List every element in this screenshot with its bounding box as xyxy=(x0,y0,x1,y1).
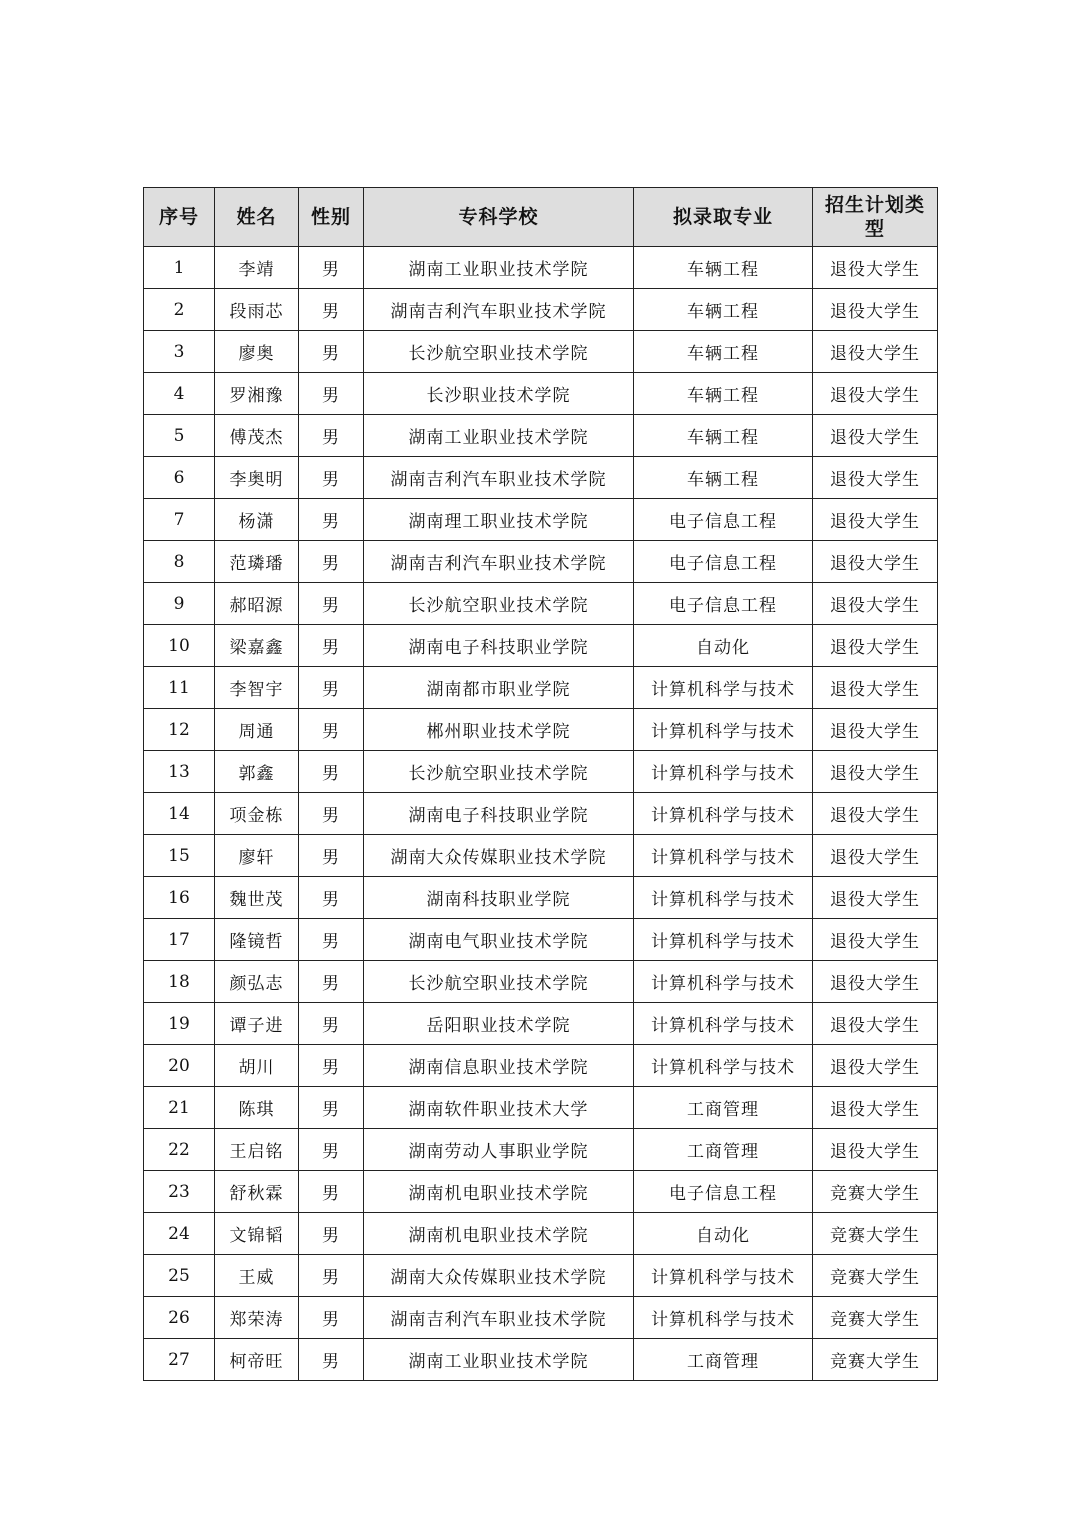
cell-plan-type: 退役大学生 xyxy=(813,625,938,667)
cell-name: 郑荣涛 xyxy=(215,1297,299,1339)
cell-gender: 男 xyxy=(299,499,364,541)
cell-major: 车辆工程 xyxy=(634,331,813,373)
table-row xyxy=(144,541,938,583)
cell-major: 工商管理 xyxy=(634,1339,813,1381)
cell-seq: 1 xyxy=(144,247,215,289)
cell-school: 湖南吉利汽车职业技术学院 xyxy=(364,541,634,583)
cell-school: 湖南工业职业技术学院 xyxy=(364,1339,634,1381)
cell-seq: 16 xyxy=(144,877,215,919)
cell-school: 长沙航空职业技术学院 xyxy=(364,331,634,373)
table-row xyxy=(144,457,938,499)
cell-gender: 男 xyxy=(299,1255,364,1297)
cell-gender: 男 xyxy=(299,625,364,667)
cell-seq: 3 xyxy=(144,331,215,373)
cell-seq: 6 xyxy=(144,457,215,499)
table-row xyxy=(144,583,938,625)
cell-school: 湖南吉利汽车职业技术学院 xyxy=(364,1297,634,1339)
cell-plan-type: 退役大学生 xyxy=(813,499,938,541)
cell-plan-type: 退役大学生 xyxy=(813,583,938,625)
cell-name: 颜弘志 xyxy=(215,961,299,1003)
table-row xyxy=(144,625,938,667)
cell-school: 长沙职业技术学院 xyxy=(364,373,634,415)
cell-major: 计算机科学与技术 xyxy=(634,1297,813,1339)
cell-major: 车辆工程 xyxy=(634,415,813,457)
cell-gender: 男 xyxy=(299,541,364,583)
table-row xyxy=(144,667,938,709)
header-school: 专科学校 xyxy=(364,188,634,247)
table-row xyxy=(144,961,938,1003)
cell-gender: 男 xyxy=(299,1045,364,1087)
cell-seq: 9 xyxy=(144,583,215,625)
cell-plan-type: 退役大学生 xyxy=(813,835,938,877)
table-row xyxy=(144,751,938,793)
cell-name: 李靖 xyxy=(215,247,299,289)
header-major: 拟录取专业 xyxy=(634,188,813,247)
cell-name: 郭鑫 xyxy=(215,751,299,793)
table-row xyxy=(144,289,938,331)
cell-name: 柯帝旺 xyxy=(215,1339,299,1381)
cell-plan-type: 竞赛大学生 xyxy=(813,1255,938,1297)
cell-school: 岳阳职业技术学院 xyxy=(364,1003,634,1045)
cell-gender: 男 xyxy=(299,1087,364,1129)
cell-seq: 11 xyxy=(144,667,215,709)
cell-gender: 男 xyxy=(299,373,364,415)
table-row xyxy=(144,1339,938,1381)
cell-plan-type: 退役大学生 xyxy=(813,877,938,919)
cell-plan-type: 退役大学生 xyxy=(813,667,938,709)
table-row xyxy=(144,1297,938,1339)
cell-name: 谭子进 xyxy=(215,1003,299,1045)
cell-major: 电子信息工程 xyxy=(634,541,813,583)
table-row xyxy=(144,331,938,373)
cell-major: 计算机科学与技术 xyxy=(634,1255,813,1297)
cell-major: 车辆工程 xyxy=(634,247,813,289)
cell-school: 湖南都市职业学院 xyxy=(364,667,634,709)
cell-name: 文锦韬 xyxy=(215,1213,299,1255)
cell-seq: 4 xyxy=(144,373,215,415)
cell-school: 湖南电子科技职业学院 xyxy=(364,793,634,835)
table-row xyxy=(144,1171,938,1213)
cell-plan-type: 退役大学生 xyxy=(813,289,938,331)
cell-school: 湖南大众传媒职业技术学院 xyxy=(364,1255,634,1297)
cell-major: 计算机科学与技术 xyxy=(634,1045,813,1087)
cell-school: 湖南吉利汽车职业技术学院 xyxy=(364,457,634,499)
table-body xyxy=(144,247,938,1381)
table-row xyxy=(144,793,938,835)
table-row xyxy=(144,877,938,919)
cell-school: 湖南科技职业学院 xyxy=(364,877,634,919)
cell-plan-type: 竞赛大学生 xyxy=(813,1297,938,1339)
cell-school: 湖南机电职业技术学院 xyxy=(364,1213,634,1255)
cell-name: 舒秋霖 xyxy=(215,1171,299,1213)
table-row xyxy=(144,499,938,541)
cell-major: 计算机科学与技术 xyxy=(634,961,813,1003)
header-name: 姓名 xyxy=(215,188,299,247)
cell-gender: 男 xyxy=(299,709,364,751)
cell-gender: 男 xyxy=(299,751,364,793)
cell-gender: 男 xyxy=(299,1171,364,1213)
cell-school: 湖南信息职业技术学院 xyxy=(364,1045,634,1087)
cell-school: 长沙航空职业技术学院 xyxy=(364,961,634,1003)
table-row xyxy=(144,709,938,751)
cell-major: 工商管理 xyxy=(634,1087,813,1129)
cell-name: 李奥明 xyxy=(215,457,299,499)
cell-major: 电子信息工程 xyxy=(634,499,813,541)
table-row xyxy=(144,1255,938,1297)
cell-plan-type: 退役大学生 xyxy=(813,1129,938,1171)
cell-name: 杨潇 xyxy=(215,499,299,541)
cell-name: 段雨芯 xyxy=(215,289,299,331)
cell-seq: 12 xyxy=(144,709,215,751)
cell-seq: 8 xyxy=(144,541,215,583)
cell-school: 湖南工业职业技术学院 xyxy=(364,247,634,289)
cell-major: 电子信息工程 xyxy=(634,583,813,625)
table-row xyxy=(144,247,938,289)
table-row xyxy=(144,415,938,457)
cell-gender: 男 xyxy=(299,331,364,373)
cell-seq: 15 xyxy=(144,835,215,877)
cell-gender: 男 xyxy=(299,247,364,289)
cell-name: 陈琪 xyxy=(215,1087,299,1129)
cell-plan-type: 竞赛大学生 xyxy=(813,1171,938,1213)
cell-major: 计算机科学与技术 xyxy=(634,751,813,793)
table-row xyxy=(144,835,938,877)
cell-seq: 21 xyxy=(144,1087,215,1129)
cell-seq: 7 xyxy=(144,499,215,541)
table-row xyxy=(144,919,938,961)
cell-seq: 26 xyxy=(144,1297,215,1339)
cell-gender: 男 xyxy=(299,457,364,499)
cell-name: 王启铭 xyxy=(215,1129,299,1171)
cell-seq: 27 xyxy=(144,1339,215,1381)
cell-major: 计算机科学与技术 xyxy=(634,919,813,961)
cell-major: 计算机科学与技术 xyxy=(634,835,813,877)
cell-major: 计算机科学与技术 xyxy=(634,1003,813,1045)
cell-major: 电子信息工程 xyxy=(634,1171,813,1213)
cell-name: 胡川 xyxy=(215,1045,299,1087)
cell-gender: 男 xyxy=(299,1129,364,1171)
cell-plan-type: 退役大学生 xyxy=(813,793,938,835)
table-header xyxy=(144,188,938,247)
table-row xyxy=(144,1003,938,1045)
admission-table xyxy=(143,187,938,1381)
cell-school: 郴州职业技术学院 xyxy=(364,709,634,751)
cell-name: 王威 xyxy=(215,1255,299,1297)
cell-seq: 20 xyxy=(144,1045,215,1087)
cell-name: 周通 xyxy=(215,709,299,751)
cell-gender: 男 xyxy=(299,1339,364,1381)
cell-major: 车辆工程 xyxy=(634,289,813,331)
cell-school: 湖南电子科技职业学院 xyxy=(364,625,634,667)
cell-seq: 10 xyxy=(144,625,215,667)
cell-gender: 男 xyxy=(299,667,364,709)
cell-school: 长沙航空职业技术学院 xyxy=(364,583,634,625)
cell-gender: 男 xyxy=(299,1297,364,1339)
cell-school: 湖南吉利汽车职业技术学院 xyxy=(364,289,634,331)
cell-plan-type: 竞赛大学生 xyxy=(813,1213,938,1255)
cell-gender: 男 xyxy=(299,793,364,835)
cell-name: 隆镜哲 xyxy=(215,919,299,961)
cell-school: 湖南工业职业技术学院 xyxy=(364,415,634,457)
cell-major: 车辆工程 xyxy=(634,457,813,499)
cell-plan-type: 退役大学生 xyxy=(813,751,938,793)
header-seq: 序号 xyxy=(144,188,215,247)
cell-plan-type: 退役大学生 xyxy=(813,1003,938,1045)
header-plan-type: 招生计划类型 xyxy=(813,188,938,247)
cell-name: 项金栋 xyxy=(215,793,299,835)
table-row xyxy=(144,1129,938,1171)
cell-plan-type: 退役大学生 xyxy=(813,1045,938,1087)
cell-gender: 男 xyxy=(299,1003,364,1045)
table-row xyxy=(144,1087,938,1129)
cell-seq: 13 xyxy=(144,751,215,793)
cell-name: 魏世茂 xyxy=(215,877,299,919)
cell-school: 湖南大众传媒职业技术学院 xyxy=(364,835,634,877)
header-row xyxy=(144,188,938,247)
cell-school: 湖南软件职业技术大学 xyxy=(364,1087,634,1129)
cell-major: 计算机科学与技术 xyxy=(634,793,813,835)
cell-major: 车辆工程 xyxy=(634,373,813,415)
cell-seq: 14 xyxy=(144,793,215,835)
cell-plan-type: 退役大学生 xyxy=(813,457,938,499)
cell-gender: 男 xyxy=(299,877,364,919)
cell-major: 计算机科学与技术 xyxy=(634,709,813,751)
cell-gender: 男 xyxy=(299,289,364,331)
cell-plan-type: 退役大学生 xyxy=(813,541,938,583)
cell-major: 自动化 xyxy=(634,625,813,667)
table-row xyxy=(144,1213,938,1255)
cell-gender: 男 xyxy=(299,835,364,877)
cell-plan-type: 退役大学生 xyxy=(813,961,938,1003)
cell-gender: 男 xyxy=(299,1213,364,1255)
cell-seq: 22 xyxy=(144,1129,215,1171)
cell-school: 湖南理工职业技术学院 xyxy=(364,499,634,541)
cell-gender: 男 xyxy=(299,919,364,961)
cell-major: 计算机科学与技术 xyxy=(634,877,813,919)
cell-seq: 18 xyxy=(144,961,215,1003)
cell-plan-type: 退役大学生 xyxy=(813,415,938,457)
table-row xyxy=(144,1045,938,1087)
cell-plan-type: 退役大学生 xyxy=(813,247,938,289)
cell-name: 廖轩 xyxy=(215,835,299,877)
cell-plan-type: 退役大学生 xyxy=(813,331,938,373)
cell-school: 湖南机电职业技术学院 xyxy=(364,1171,634,1213)
cell-plan-type: 退役大学生 xyxy=(813,1087,938,1129)
cell-name: 郝昭源 xyxy=(215,583,299,625)
cell-name: 廖奥 xyxy=(215,331,299,373)
cell-name: 李智宇 xyxy=(215,667,299,709)
cell-gender: 男 xyxy=(299,415,364,457)
cell-major: 工商管理 xyxy=(634,1129,813,1171)
cell-gender: 男 xyxy=(299,583,364,625)
cell-name: 梁嘉鑫 xyxy=(215,625,299,667)
cell-plan-type: 退役大学生 xyxy=(813,919,938,961)
cell-seq: 2 xyxy=(144,289,215,331)
cell-seq: 23 xyxy=(144,1171,215,1213)
cell-seq: 17 xyxy=(144,919,215,961)
cell-name: 罗湘豫 xyxy=(215,373,299,415)
cell-plan-type: 竞赛大学生 xyxy=(813,1339,938,1381)
table-row xyxy=(144,373,938,415)
cell-plan-type: 退役大学生 xyxy=(813,373,938,415)
cell-major: 自动化 xyxy=(634,1213,813,1255)
cell-school: 长沙航空职业技术学院 xyxy=(364,751,634,793)
cell-name: 范璘璠 xyxy=(215,541,299,583)
cell-seq: 24 xyxy=(144,1213,215,1255)
cell-seq: 5 xyxy=(144,415,215,457)
cell-gender: 男 xyxy=(299,961,364,1003)
cell-seq: 19 xyxy=(144,1003,215,1045)
cell-plan-type: 退役大学生 xyxy=(813,709,938,751)
cell-seq: 25 xyxy=(144,1255,215,1297)
cell-name: 傅茂杰 xyxy=(215,415,299,457)
cell-school: 湖南电气职业技术学院 xyxy=(364,919,634,961)
cell-major: 计算机科学与技术 xyxy=(634,667,813,709)
header-gender: 性别 xyxy=(299,188,364,247)
cell-school: 湖南劳动人事职业学院 xyxy=(364,1129,634,1171)
